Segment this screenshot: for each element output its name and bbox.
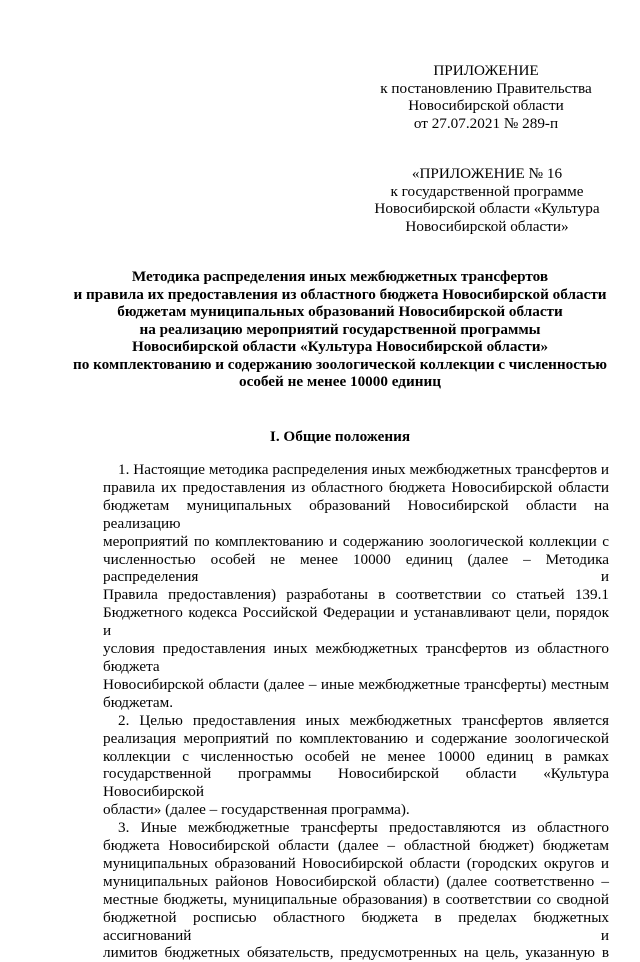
title-line: на реализацию мероприятий государственной программы bbox=[139, 320, 541, 338]
program-appendix-line: Новосибирской области «Культура bbox=[374, 200, 600, 218]
paragraph-line: бюджетной росписью областного бюджета в пределах бюджетных ассигнований и bbox=[103, 908, 609, 944]
paragraph-1 bbox=[103, 461, 609, 712]
paragraph-line: бюджетам. bbox=[103, 693, 174, 711]
program-appendix-line: Новосибирской области» bbox=[405, 217, 569, 235]
paragraph-line: области» (далее – государственная программа). bbox=[103, 801, 410, 819]
paragraph-line: 3. Иные межбюджетные трансферты предоставляются из областного bbox=[118, 819, 609, 837]
program-appendix-header bbox=[368, 165, 606, 235]
paragraph-2 bbox=[103, 712, 609, 819]
paragraph-line: муниципальных районов Новосибирской области) (далее соответственно – bbox=[103, 872, 609, 890]
paragraph-line: бюджетам муниципальных образований Новосибирской области на реализацию bbox=[103, 496, 609, 532]
title-line: бюджетам муниципальных образований Новосибирской области bbox=[117, 303, 563, 320]
paragraph-line: лимитов бюджетных обязательств, предусмотренных на цель, указанную в bbox=[103, 944, 609, 962]
paragraph-line: условия предоставления иных межбюджетных трансфертов из областного бюджета bbox=[103, 640, 609, 675]
paragraph-line: 1. Настоящие методика распределения иных межбюджетных трансфертов и bbox=[118, 461, 609, 478]
title-line: Новосибирской области «Культура Новосибирской области» bbox=[131, 338, 549, 355]
paragraph-line: 2. Целью предоставления иных межбюджетных трансфертов является bbox=[118, 711, 609, 729]
program-appendix-line: «ПРИЛОЖЕНИЕ № 16 bbox=[411, 165, 563, 182]
paragraph-3 bbox=[103, 819, 609, 962]
paragraph-line: бюджета Новосибирской области (далее – областной бюджет) бюджетам bbox=[103, 837, 609, 855]
title-line: по комплектованию и содержанию зоологической коллекции с численностью bbox=[72, 355, 608, 373]
title-line: и правила их предоставления из областного бюджета Новосибирской области bbox=[73, 285, 607, 303]
program-appendix-line: к государственной программе bbox=[390, 182, 584, 200]
title-line: особей не менее 10000 единиц bbox=[238, 373, 441, 390]
appendix-header-line: к постановлению Правительства bbox=[380, 79, 592, 97]
section-heading: I. Общие положения bbox=[269, 428, 411, 445]
document-title bbox=[70, 268, 610, 391]
paragraph-line: местные бюджеты, муниципальные образования) в соответствии со сводной bbox=[103, 890, 609, 908]
paragraph-line: государственной программы Новосибирской области «Культура Новосибирской bbox=[103, 765, 609, 801]
paragraph-line: Правила предоставления) разработаны в соответствии со статьей 139.1 bbox=[103, 586, 609, 604]
title-line: Методика распределения иных межбюджетных трансфертов bbox=[131, 268, 549, 285]
paragraph-line: коллекции с численностью особей не менее 10000 единиц в рамках bbox=[103, 747, 609, 765]
paragraph-line: правила их предоставления из областного бюджета Новосибирской области bbox=[103, 478, 609, 496]
paragraph-line: муниципальных образований Новосибирской области (городских округов и bbox=[103, 854, 609, 872]
paragraph-line: Бюджетного кодекса Российской Федерации и устанавливают цели, порядок и bbox=[103, 604, 609, 640]
paragraph-line: численностью особей не менее 10000 единиц (далее – Методика распределения и bbox=[103, 550, 609, 586]
document-body bbox=[103, 461, 609, 962]
appendix-header-line: от 27.07.2021 № 289-п bbox=[413, 114, 559, 132]
paragraph-line: реализация мероприятий по комплектованию и содержание зоологической bbox=[103, 729, 609, 747]
appendix-header-line: ПРИЛОЖЕНИЕ bbox=[433, 62, 539, 79]
appendix-header bbox=[370, 62, 602, 132]
paragraph-line: Новосибирской области (далее – иные межбюджетные трансферты) местным bbox=[103, 675, 609, 693]
paragraph-line: мероприятий по комплектованию и содержанию зоологической коллекции с bbox=[103, 532, 609, 550]
appendix-header-line: Новосибирской области bbox=[408, 97, 564, 115]
